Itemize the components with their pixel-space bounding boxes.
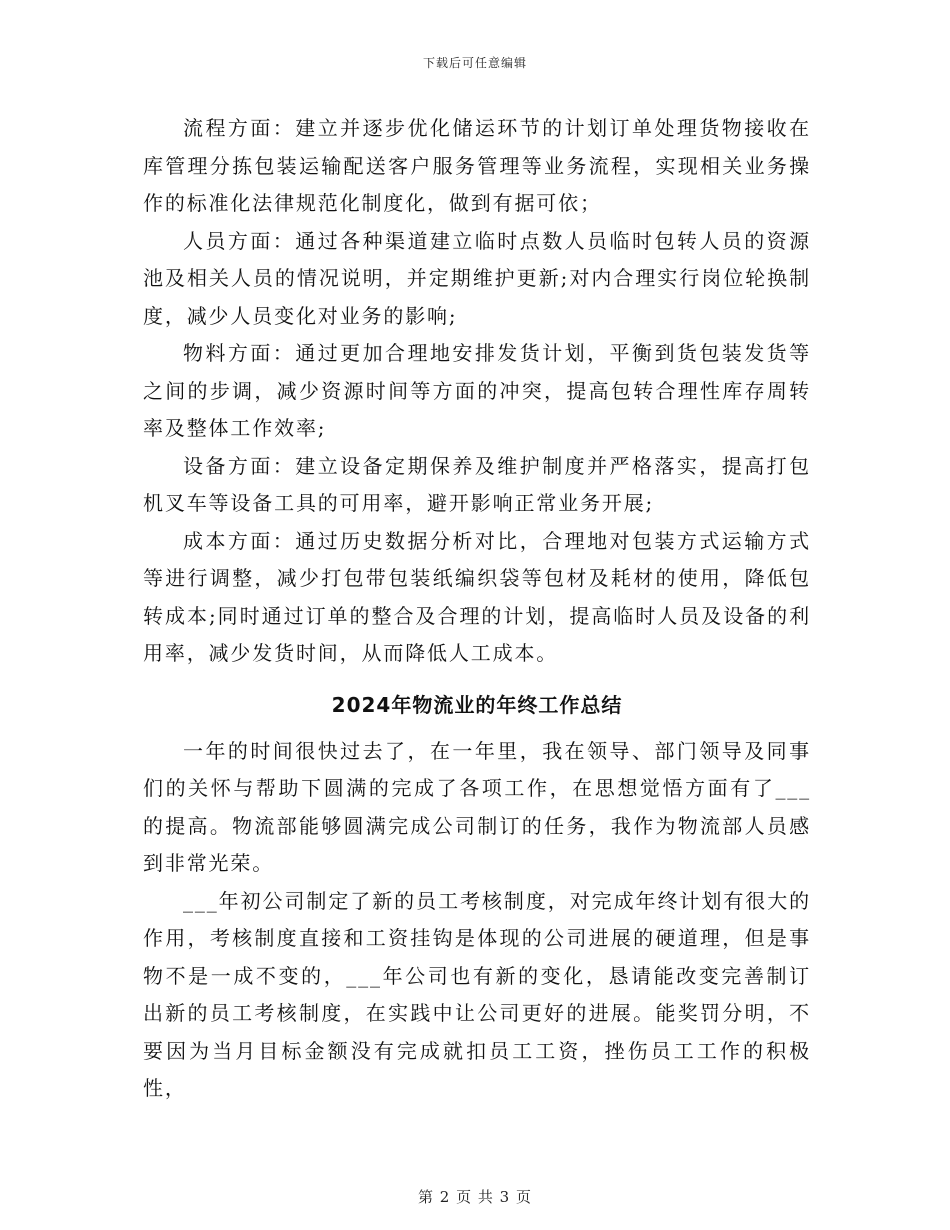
page-number: 第 2 页 共 3 页 <box>418 1188 532 1206</box>
paragraph-process: 流程方面：建立并逐步优化储运环节的计划订单处理货物接收在库管理分拣包装运输配送客户服务管理等业务流程，实现相关业务操作的标准化法律规范化制度化，做到有据可依； <box>143 116 811 215</box>
paragraph-year-review: 一年的时间很快过去了，在一年里，我在领导、部门领导及同事们的关怀与帮助下圆满的完成了各项工作，在思想觉悟方面有了___的提高。物流部能够圆满完成公司制订的任务，我作为物流部人员感到非常光荣。 <box>143 738 811 875</box>
document-body <box>143 110 811 1108</box>
paragraph-personnel: 人员方面：通过各种渠道建立临时点数人员临时包转人员的资源池及相关人员的情况说明，并定期维护更新;对内合理实行岗位轮换制度，减少人员变化对业务的影响; <box>143 228 811 328</box>
paragraph-assessment: ___年初公司制定了新的员工考核制度，对完成年终计划有很大的作用，考核制度直接和工资挂钩是体现的公司进展的硬道理，但是事物不是一成不变的，___年公司也有新的变化，恳请能改变完善制订出新的员工考核制度，在实践中让公司更好的进展。能奖罚分明，不要因为当月目标金额没有完成就扣员工工资，挫伤员工工作的积极性， <box>143 888 811 1100</box>
header-note: 下载后可任意编辑 <box>422 56 527 70</box>
paragraph-equipment: 设备方面：建立设备定期保养及维护制度并严格落实，提高打包机叉车等设备工具的可用率，避开影响正常业务开展; <box>143 453 811 515</box>
paragraph-materials: 物料方面：通过更加合理地安排发货计划，平衡到货包装发货等之间的步调，减少资源时间等方面的冲突，提高包转合理性库存周转率及整体工作效率; <box>143 341 811 440</box>
section-title: 2024年物流业的年终工作总结 <box>331 692 623 717</box>
paragraph-cost: 成本方面：通过历史数据分析对比，合理地对包装方式运输方式等进行调整，减少打包带包装纸编织袋等包材及耗材的使用，降低包转成本;同时通过订单的整合及合理的计划，提高临时人员及设备的利用率，减少发货时间，从而降低人工成本。 <box>143 528 811 665</box>
